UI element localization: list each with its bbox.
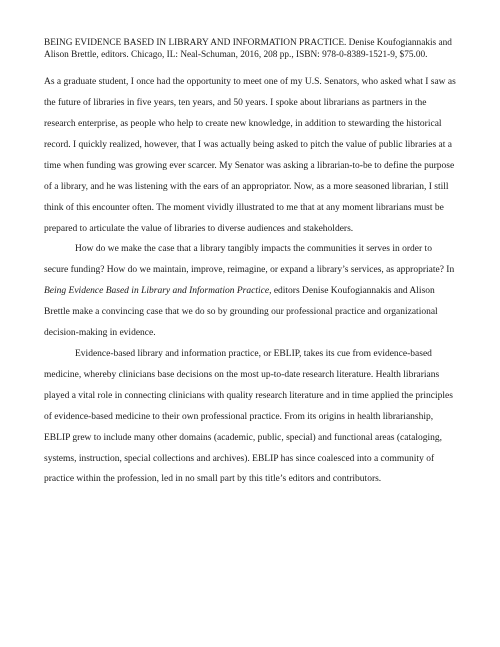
paragraph-text: How do we make the case that a library tangibly impacts the communities it serves in order to secure funding? How do we maintain, improve, reimagine, or expand a library’s services, as appropriate? In (44, 244, 455, 276)
paragraph-senator-anecdote: As a graduate student, I once had the opportunity to meet one of my U.S. Senators, who asked what I saw as the future of libraries in five years, ten years, and 50 years. I spoke about librarians as partners in the research enterprise, as people who help to create new knowledge, in addition to stewarding the historical record. I quickly realized, however, that I was actually being asked to pitch the value of public libraries at a time when funding was growing ever scarcer. My Senator was asking a librarian-to-be to define the purpose of a library, and he was listening with the ears of an appropriator. Now, as a more seasoned librarian, I still think of this encounter often. The moment vividly illustrated to me that at any moment librarians must be prepared to articulate the value of libraries to diverse audiences and stakeholders. (44, 77, 456, 234)
paragraph-making-the-case (44, 239, 456, 344)
paragraph-text: , editors Denise Koufogiannakis and Alison Brettle make a convincing case that we do so by grounding our professional practice and organizational decision-making in evidence. (44, 286, 438, 339)
book-citation: BEING EVIDENCE BASED IN LIBRARY AND INFORMATION PRACTICE. Denise Koufogiannakis and Alison Brettle, editors. Chicago, IL: Neal-Schuman, 2016, 208 pp., ISBN: 978-0-8389-1521-9, $75.00. (44, 38, 452, 60)
paragraph-eblip-origins: Evidence-based library and information practice, or EBLIP, takes its cue from evidence-based medicine, whereby clinicians base decisions on the most up-to-date research literature. Health librarians played a vital role in connecting clinicians with quality research literature and in time applied the principles of evidence-based medicine to their own professional practice. From its origins in health librarianship, EBLIP grew to include many other domains (academic, public, special) and functional areas (cataloging, systems, instruction, special collections and archives). EBLIP has since coalesced into a community of practice within the profession, led in no small part by this title’s editors and contributors. (44, 348, 453, 485)
book-title: Being Evidence Based in Library and Information Practice (44, 286, 270, 297)
